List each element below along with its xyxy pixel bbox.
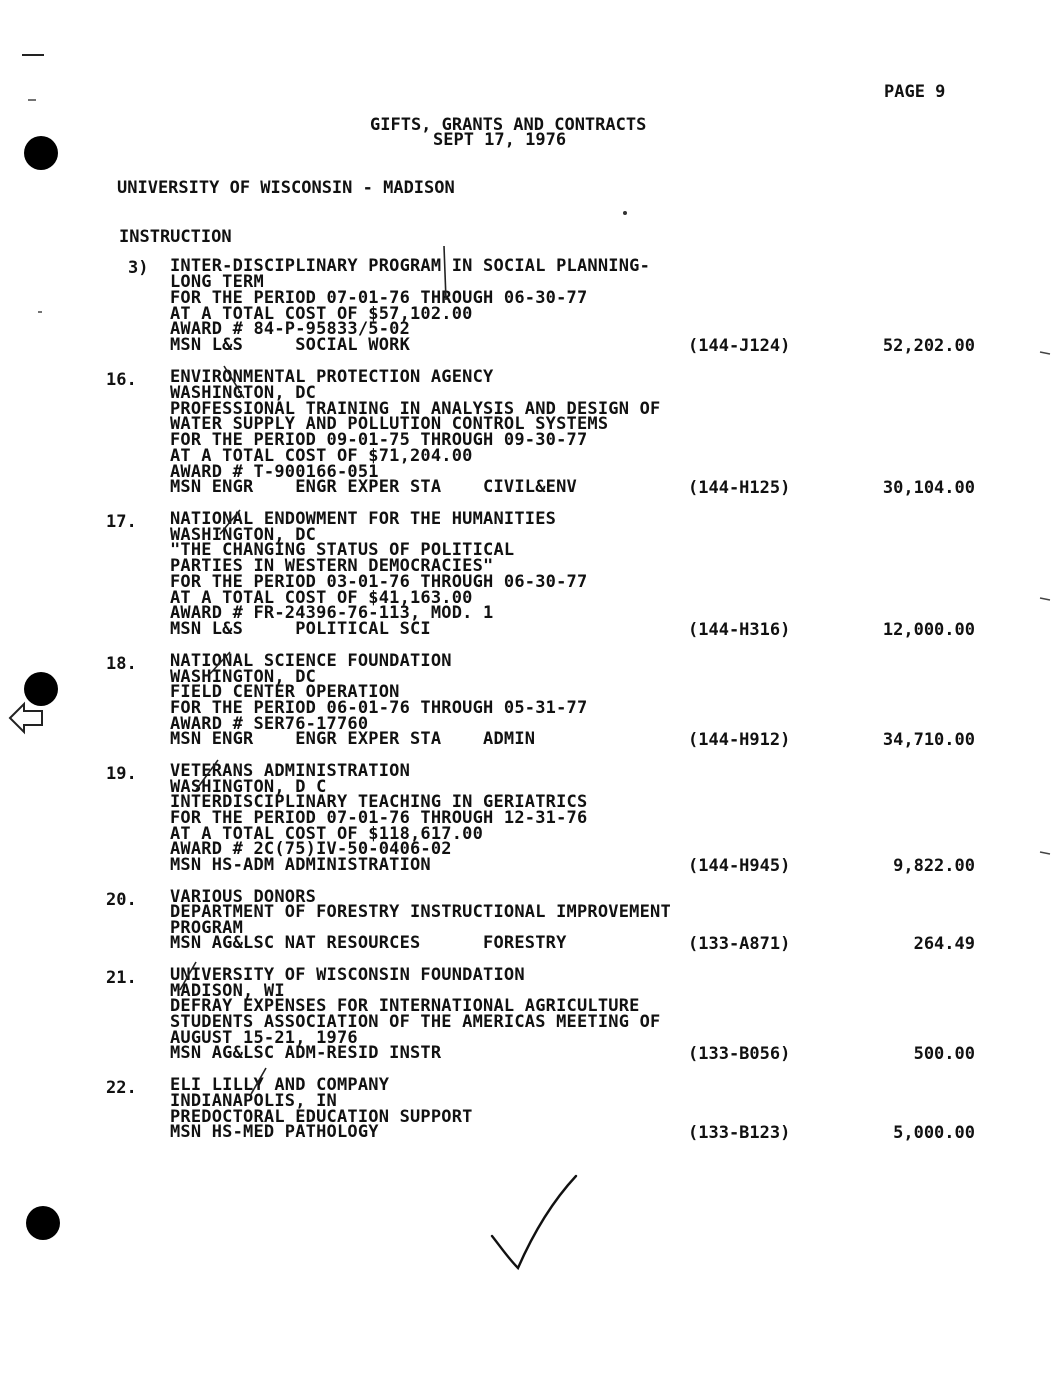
entry-line: AWARD # SER76-17760	[170, 714, 369, 734]
entry-line: PROGRAM	[170, 918, 244, 938]
entry-number: 17.	[106, 512, 137, 532]
entry-line: VARIOUS DONORS	[170, 887, 317, 907]
entry-line: AT A TOTAL COST OF $57,102.00	[170, 304, 473, 324]
amount: 52,202.00	[882, 336, 975, 356]
entry-line: INDIANAPOLIS, IN	[170, 1091, 337, 1111]
entry-line: MSN L&S SOCIAL WORK	[170, 335, 411, 355]
entry-line: FIELD CENTER OPERATION	[170, 682, 400, 702]
entry-line: MSN ENGR ENGR EXPER STA CIVIL&ENV	[170, 477, 577, 497]
entry-line: AT A TOTAL COST OF $41,163.00	[170, 588, 473, 608]
entry-line: MSN AG&LSC ADM-RESID INSTR	[170, 1043, 442, 1063]
entry-line: WATER SUPPLY AND POLLUTION CONTROL SYSTEMS	[170, 414, 609, 434]
entry-line: FOR THE PERIOD 07-01-76 THROUGH 12-31-76	[170, 808, 588, 828]
entry-line: "THE CHANGING STATUS OF POLITICAL	[170, 540, 515, 560]
entry-line: WASHINGTON, D C	[170, 777, 327, 797]
entry-line: STUDENTS ASSOCIATION OF THE AMERICAS MEETING OF	[170, 1012, 661, 1032]
account-code: (144-H125)	[688, 478, 791, 498]
entry-number: 16.	[106, 370, 137, 390]
entry-line: FOR THE PERIOD 06-01-76 THROUGH 05-31-77	[170, 698, 588, 718]
page-number: PAGE 9	[884, 82, 946, 102]
entry-line: WASHINGTON, DC	[170, 667, 317, 687]
entry-line: AT A TOTAL COST OF $118,617.00	[170, 824, 484, 844]
entry-line: MSN AG&LSC NAT RESOURCES FORESTRY	[170, 933, 567, 953]
entry-line: MSN HS-ADM ADMINISTRATION	[170, 855, 431, 875]
entry-line: NATIONAL ENDOWMENT FOR THE HUMANITIES	[170, 509, 557, 529]
amount: 500.00	[913, 1044, 975, 1064]
large-checkmark-icon	[488, 1172, 584, 1276]
amount: 5,000.00	[893, 1123, 975, 1143]
account-code: (144-H945)	[688, 856, 791, 876]
entry-number: 3)	[128, 258, 149, 278]
entry-number: 20.	[106, 890, 137, 910]
entry-line: PREDOCTORAL EDUCATION SUPPORT	[170, 1107, 473, 1127]
amount: 264.49	[913, 934, 975, 954]
entry-line: WASHINGTON, DC	[170, 525, 317, 545]
entry-line: FOR THE PERIOD 09-01-75 THROUGH 09-30-77	[170, 430, 588, 450]
account-code: (133-A871)	[688, 934, 791, 954]
entry-line: AWARD # T-900166-051	[170, 462, 379, 482]
entry-line: PARTIES IN WESTERN DEMOCRACIES"	[170, 556, 494, 576]
entry-line: INTER-DISCIPLINARY PROGRAM IN SOCIAL PLANNING-	[170, 256, 651, 276]
account-code: (144-J124)	[688, 336, 791, 356]
entry-number: 21.	[106, 968, 137, 988]
entry-line: INTERDISCIPLINARY TEACHING IN GERIATRICS	[170, 792, 588, 812]
entry-line: PROFESSIONAL TRAINING IN ANALYSIS AND DESIGN OF	[170, 399, 661, 419]
entry-line: NATIONAL SCIENCE FOUNDATION	[170, 651, 452, 671]
entry-line: VETERANS ADMINISTRATION	[170, 761, 411, 781]
entry-line: DEPARTMENT OF FORESTRY INSTRUCTIONAL IMPROVEMENT	[170, 902, 671, 922]
entry-line: DEFRAY EXPENSES FOR INTERNATIONAL AGRICULTURE	[170, 996, 640, 1016]
entry-number: 22.	[106, 1078, 137, 1098]
entry-line: AWARD # FR-24396-76-113, MOD. 1	[170, 603, 494, 623]
entry-line: MSN L&S POLITICAL SCI	[170, 619, 431, 639]
entry-number: 18.	[106, 654, 137, 674]
entry-line: AWARD # 84-P-95833/5-02	[170, 319, 411, 339]
entry-line: WASHINGTON, DC	[170, 383, 317, 403]
document-date: SEPT 17, 1976	[433, 130, 567, 150]
entry-line: UNIVERSITY OF WISCONSIN FOUNDATION	[170, 965, 525, 985]
document-title: GIFTS, GRANTS AND CONTRACTS	[370, 115, 647, 135]
entry-line: ENVIRONMENTAL PROTECTION AGENCY	[170, 367, 494, 387]
account-code: (144-H912)	[688, 730, 791, 750]
entry-line: MADISON, WI	[170, 981, 285, 1001]
amount: 34,710.00	[882, 730, 975, 750]
section-heading: INSTRUCTION	[119, 227, 232, 247]
account-code: (133-B123)	[688, 1123, 791, 1143]
entry-line: AUGUST 15-21, 1976	[170, 1028, 358, 1048]
amount: 30,104.00	[882, 478, 975, 498]
entry-line: MSN ENGR ENGR EXPER STA ADMIN	[170, 729, 536, 749]
account-code: (133-B056)	[688, 1044, 791, 1064]
amount: 9,822.00	[893, 856, 975, 876]
entry-number: 19.	[106, 764, 137, 784]
entry-line: FOR THE PERIOD 07-01-76 THROUGH 06-30-77	[170, 288, 588, 308]
entry-line: LONG TERM	[170, 272, 264, 292]
institution-name: UNIVERSITY OF WISCONSIN - MADISON	[117, 178, 455, 198]
amount: 12,000.00	[882, 620, 975, 640]
entry-line: ELI LILLY AND COMPANY	[170, 1075, 390, 1095]
account-code: (144-H316)	[688, 620, 791, 640]
entry-line: AWARD # 2C(75)IV-50-0406-02	[170, 839, 452, 859]
entry-line: MSN HS-MED PATHOLOGY	[170, 1122, 379, 1142]
entry-line: AT A TOTAL COST OF $71,204.00	[170, 446, 473, 466]
entry-line: FOR THE PERIOD 03-01-76 THROUGH 06-30-77	[170, 572, 588, 592]
